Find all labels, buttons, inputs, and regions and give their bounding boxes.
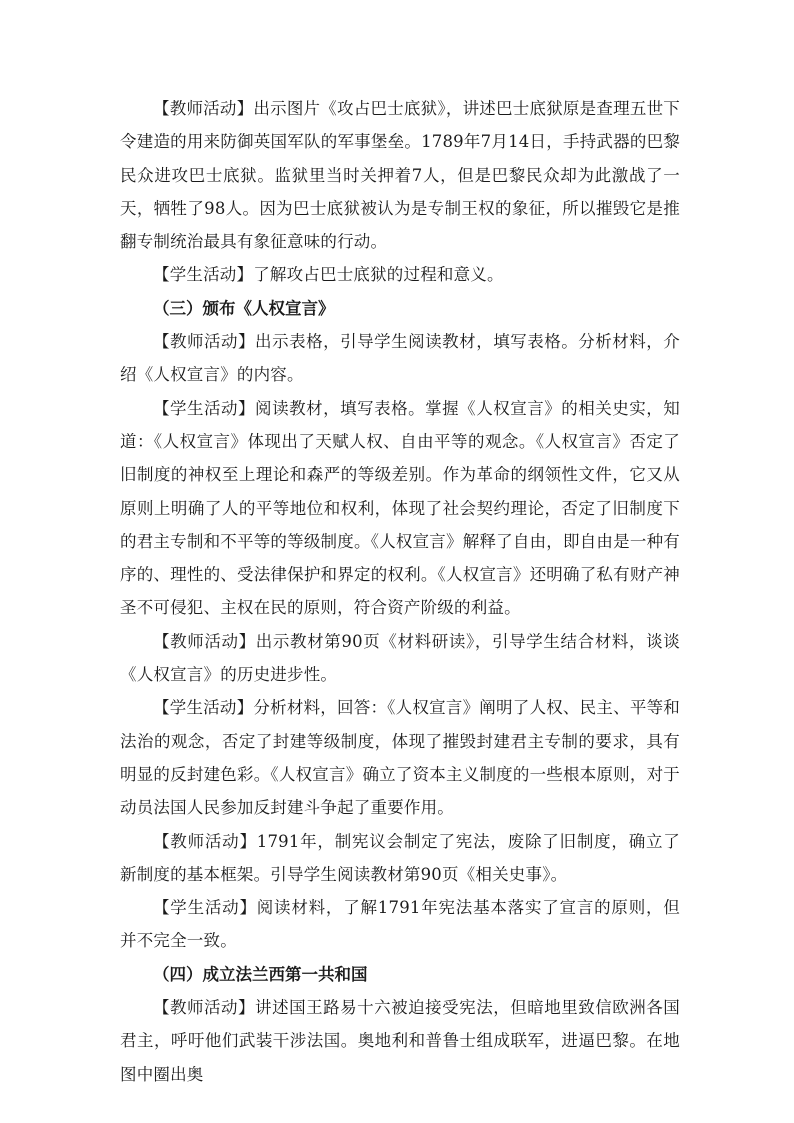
paragraph: 【学生活动】分析材料，回答：《人权宣言》阐明了人权、民主、平等和法治的观念，否定了封建等级制度，体现了摧毁封建君主专制的要求，具有明显的反封建色彩。《人权宣言》确立了资本主义制度的一些根本原则，对于动员法国人民参加反封建斗争起了重要作用。 <box>120 698 680 818</box>
paragraph: 【教师活动】1791年，制宪议会制定了宪法，废除了旧制度，确立了新制度的基本框架。引导学生阅读教材第90页《相关史事》。 <box>120 831 680 884</box>
section-heading: （三）颁布《人权宣言》 <box>153 298 335 318</box>
paragraph: 【教师活动】出示表格，引导学生阅读教材，填写表格。分析材料，介绍《人权宣言》的内容。 <box>120 332 680 385</box>
paragraph: 【教师活动】出示图片《攻占巴士底狱》，讲述巴士底狱原是查理五世下令建造的用来防御英国军队的军事堡垒。1789年7月14日，手持武器的巴黎民众进攻巴士底狱。监狱里当时关押着7人，但是巴黎民众却为此激战了一天，牺牲了98人。因为巴士底狱被认为是专制王权的象征，所以摧毁它是推翻专制统治最具有象征意味的行动。 <box>120 99 680 252</box>
paragraph: 【教师活动】出示教材第90页《材料研读》，引导学生结合材料，谈谈《人权宣言》的历史进步性。 <box>120 631 680 685</box>
paragraph: 【学生活动】阅读材料，了解1791年宪法基本落实了宣言的原则，但并不完全一致。 <box>120 898 680 951</box>
section-heading: （四）成立法兰西第一共和国 <box>153 964 368 984</box>
paragraph: 【教师活动】讲述国王路易十六被迫接受宪法，但暗地里致信欧洲各国君主，呼吁他们武装干涉法国。奥地利和普鲁士组成联军，进逼巴黎。在地图中圈出奥 <box>120 998 680 1084</box>
paragraph: 【学生活动】了解攻占巴士底狱的过程和意义。 <box>153 265 504 285</box>
document-page <box>120 92 680 1091</box>
paragraph: 【学生活动】阅读教材，填写表格。掌握《人权宣言》的相关史实，知道：《人权宣言》体现出了天赋人权、自由平等的观念。《人权宣言》否定了旧制度的神权至上理论和森严的等级差别。作为革命的纲领性文件，它又从原则上明确了人的平等地位和权利，体现了社会契约理论，否定了旧制度下的君主专制和不平等的等级制度。《人权宣言》解释了自由，即自由是一种有序的、理性的、受法律保护和界定的权利。《人权宣言》还明确了私有财产神圣不可侵犯、主权在民的原则，符合资产阶级的利益。 <box>120 398 680 618</box>
